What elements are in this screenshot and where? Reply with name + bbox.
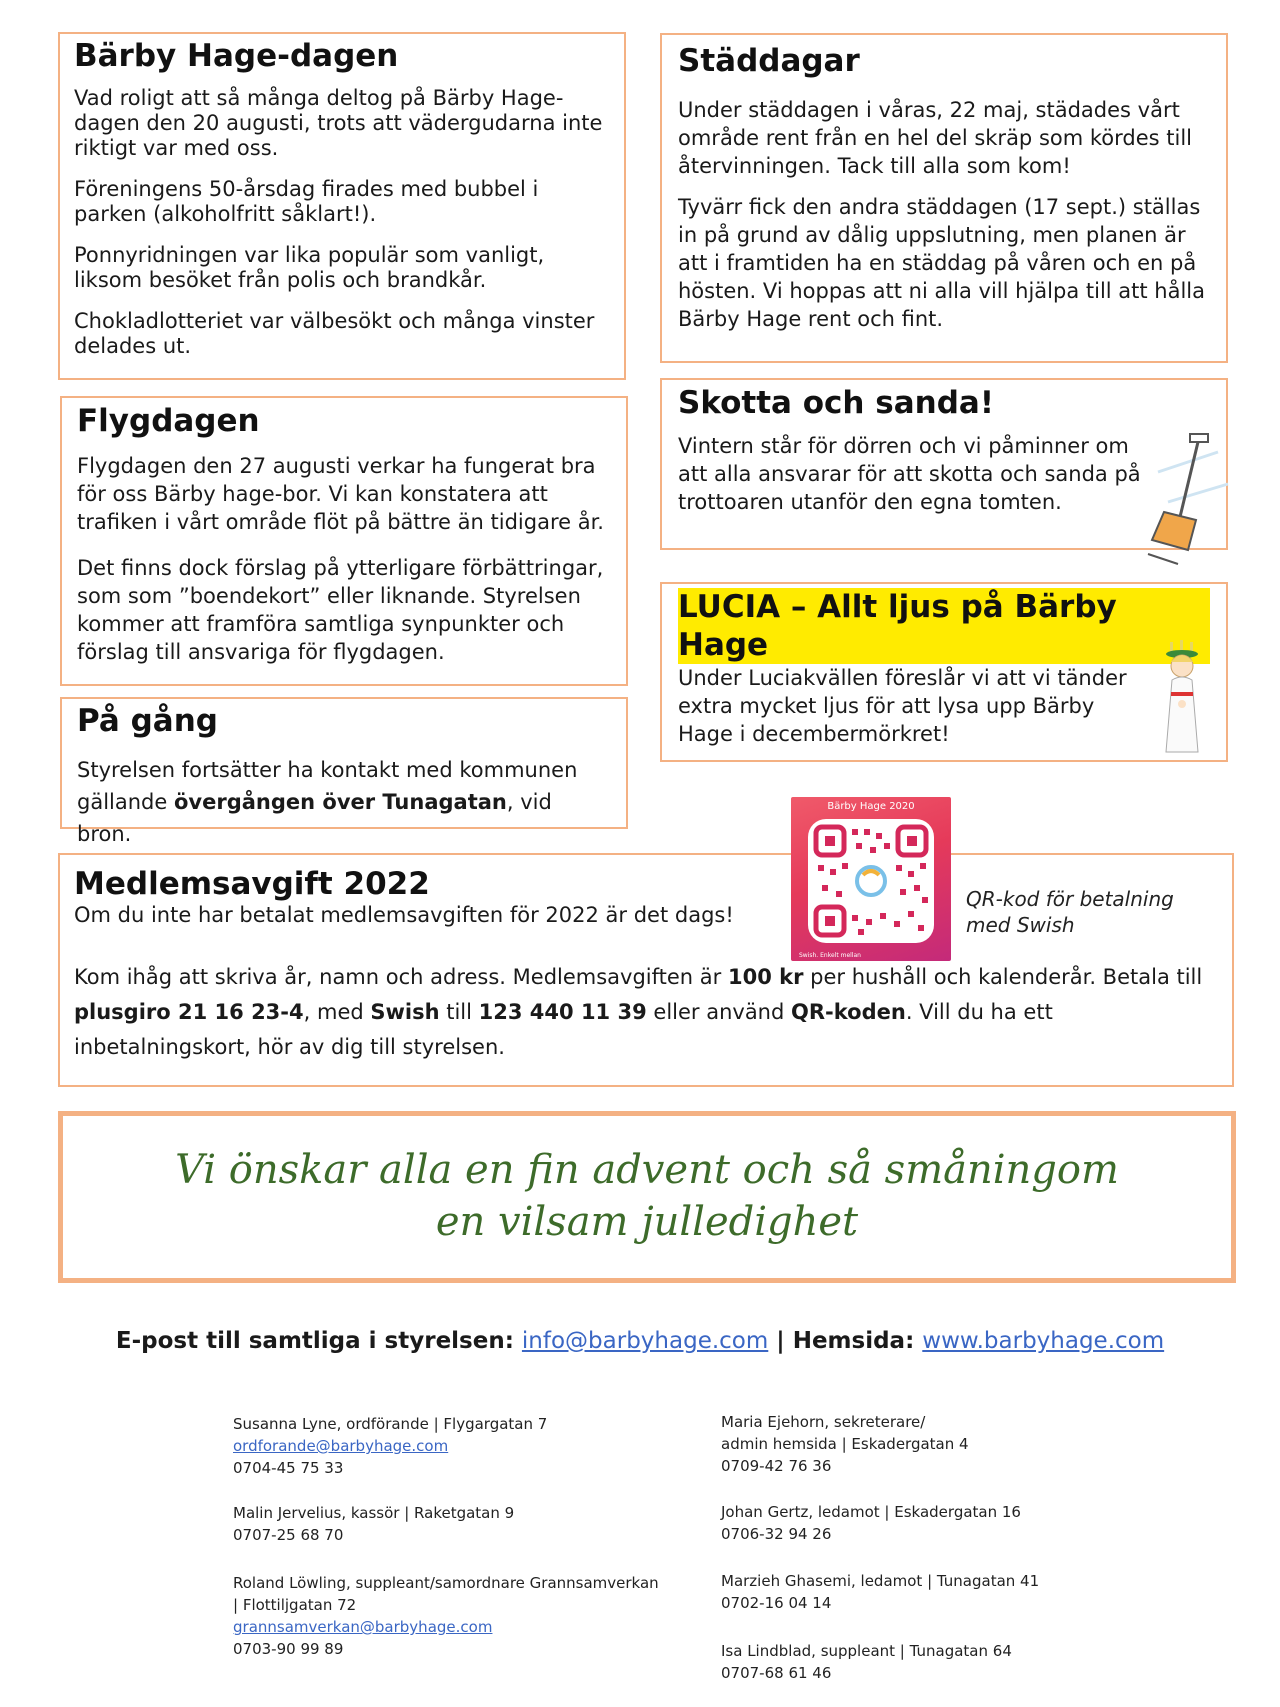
person-name: Malin Jervelius, kassör | Raketgatan 9 — [233, 1504, 515, 1522]
staddagar-paragraph-1: Under städdagen i våras, 22 maj, städades vårt område rent från en hel del skräp som kördes till återvinningen. Tack till alla som kom! — [678, 98, 1192, 178]
email-label: E-post till samtliga i styrelsen: — [115, 1328, 522, 1354]
medlem-text-4: till — [439, 1000, 479, 1024]
staddagar-title: Städdagar — [678, 43, 860, 79]
flygdagen-paragraph-2: Det finns dock förslag på ytterligare förbättringar, som som ”boendekort” eller liknande. Styrelsen kommer att framföra samtliga synpunkter och förslag till ansvariga för flygdagen. — [77, 556, 604, 664]
person-malin — [233, 1502, 514, 1546]
shovel-icon — [1138, 432, 1238, 572]
barby-paragraph-1: Vad roligt att så många deltog på Bärby Hage-dagen den 20 augusti, trots att vädergudarna inte riktigt var med oss. — [74, 86, 603, 160]
homepage-label: Hemsida: — [792, 1328, 923, 1354]
lucia-girl-icon — [1152, 640, 1212, 758]
medlemsavgift-title: Medlemsavgift 2022 — [74, 866, 430, 902]
pa-gang-text-before: Styrelsen fortsätter ha kontakt med kommunen gällande — [77, 758, 578, 814]
skotta-title: Skotta och sanda! — [678, 385, 994, 421]
medlem-text-1: Kom ihåg att skriva år, namn och adress. Medlemsavgiften är — [74, 965, 728, 989]
qr-caption — [966, 886, 1174, 938]
advent-greeting — [63, 1144, 1231, 1248]
advent-line-1: Vi önskar alla en fin advent och så småningom — [175, 1147, 1119, 1193]
person-maria — [721, 1411, 969, 1477]
staddagar-paragraph-2: Tyvärr fick den andra städdagen (17 sept.) ställas in på grund av dålig uppslutning, men planen är att i framtiden ha en städdag på våren och en på hösten. Vi hoppas att ni alla vill hjälpa till att hålla Bärby Hage rent och fint. — [678, 195, 1206, 331]
person-johan — [721, 1501, 1021, 1545]
contact-separator: | — [768, 1328, 793, 1354]
pa-gang-bold: övergången över Tunagatan — [173, 790, 507, 814]
flygdagen-title: Flygdagen — [77, 403, 260, 439]
person-phone: 0707-25 68 70 — [233, 1526, 344, 1544]
barby-paragraph-4: Chokladlotteriet var välbesökt och många vinster delades ut. — [74, 309, 595, 358]
barby-paragraph-3: Ponnyridningen var lika populär som vanligt, liksom besöket från polis och brandkår. — [74, 243, 545, 292]
barby-hage-dagen-box — [58, 32, 626, 380]
person-phone: 0707-68 61 46 — [721, 1664, 832, 1682]
person-marzieh — [721, 1570, 1039, 1614]
qr-caption-line-1: QR-kod för betalning — [966, 887, 1174, 911]
person-name: Johan Gertz, ledamot | Eskadergatan 16 — [721, 1503, 1021, 1521]
medlemsavgift-lead: Om du inte har betalat medlemsavgiften för 2022 är det dags! — [74, 903, 734, 927]
lucia-box — [660, 582, 1228, 762]
pa-gang-title: På gång — [77, 703, 218, 739]
person-name: Maria Ejehorn, sekreterare/ — [721, 1413, 926, 1431]
lucia-paragraph: Under Luciakvällen föreslår vi att vi tänder extra mycket ljus för att lysa upp Bärby Hage i decembermörkret! — [678, 666, 1127, 746]
person-name: Susanna Lyne, ordförande | Flygargatan 7 — [233, 1415, 548, 1433]
medlem-text-6: . Vill du ha ett inbetalningskort, hör av dig till styrelsen. — [74, 1000, 1053, 1059]
qr-title: Bärby Hage 2020 — [827, 801, 915, 812]
medlem-swish-number: 123 440 11 39 — [478, 1000, 647, 1024]
skotta-paragraph: Vintern står för dörren och vi påminner om att alla ansvarar för att skotta och sanda på trottoaren utanför den egna tomten. — [678, 434, 1141, 514]
person-address: | Flottiljgatan 72 — [233, 1596, 357, 1614]
advent-greeting-box — [58, 1111, 1236, 1283]
flygdagen-paragraph-1: Flygdagen den 27 augusti verkar ha fungerat bra för oss Bärby hage-bor. Vi kan konstatera att trafiken i vårt område flöt på bättre än tidigare år. — [77, 454, 604, 534]
medlem-amount: 100 kr — [727, 965, 804, 989]
barby-paragraph-2: Föreningens 50-årsdag firades med bubbel i parken (alkoholfritt såklart!). — [74, 177, 539, 226]
flygdagen-box — [60, 396, 628, 686]
person-address: admin hemsida | Eskadergatan 4 — [721, 1435, 969, 1453]
medlem-swish: Swish — [370, 1000, 440, 1024]
person-phone: 0704-45 75 33 — [233, 1459, 344, 1477]
email-link[interactable]: info@barbyhage.com — [521, 1328, 769, 1354]
medlem-text-2: per hushåll och kalenderår. Betala till — [803, 965, 1203, 989]
staddagar-box — [660, 33, 1228, 363]
person-phone: 0709-42 76 36 — [721, 1457, 832, 1475]
pa-gang-paragraph — [77, 754, 611, 850]
person-phone: 0703-90 99 89 — [233, 1640, 344, 1658]
person-name: Isa Lindblad, suppleant | Tunagatan 64 — [721, 1642, 1012, 1660]
homepage-link[interactable]: www.barbyhage.com — [922, 1328, 1165, 1354]
person-email-link[interactable]: ordforande@barbyhage.com — [233, 1437, 449, 1455]
qr-footer: Swish. Enkelt mellan — [799, 952, 861, 959]
qr-pattern-icon — [808, 819, 934, 943]
medlem-text-5: eller använd — [646, 1000, 792, 1024]
barby-hage-dagen-title: Bärby Hage-dagen — [74, 38, 399, 74]
person-susanna — [233, 1413, 547, 1479]
medlem-text-3: , med — [303, 1000, 371, 1024]
swish-qr-code[interactable] — [791, 797, 951, 961]
qr-code-area — [808, 819, 934, 943]
person-isa — [721, 1640, 1012, 1684]
person-roland — [233, 1572, 659, 1660]
pa-gang-box — [60, 697, 628, 846]
medlem-plusgiro: plusgiro 21 16 23-4 — [74, 1000, 304, 1024]
advent-line-2: en vilsam julledighet — [435, 1199, 859, 1245]
person-name: Roland Löwling, suppleant/samordnare Grannsamverkan — [233, 1574, 659, 1592]
person-phone: 0706-32 94 26 — [721, 1525, 832, 1543]
person-phone: 0702-16 04 14 — [721, 1594, 832, 1612]
person-email-link[interactable]: grannsamverkan@barbyhage.com — [233, 1618, 493, 1636]
contact-line — [0, 1328, 1280, 1354]
qr-caption-line-2: med Swish — [966, 913, 1075, 937]
person-name: Marzieh Ghasemi, ledamot | Tunagatan 41 — [721, 1572, 1040, 1590]
pa-gang-text-after: , vid bron. — [77, 790, 552, 846]
medlemsavgift-body — [74, 960, 1218, 1065]
lucia-title: LUCIA – Allt ljus på Bärby Hage — [678, 588, 1210, 664]
medlem-qr-label: QR-koden — [791, 1000, 906, 1024]
